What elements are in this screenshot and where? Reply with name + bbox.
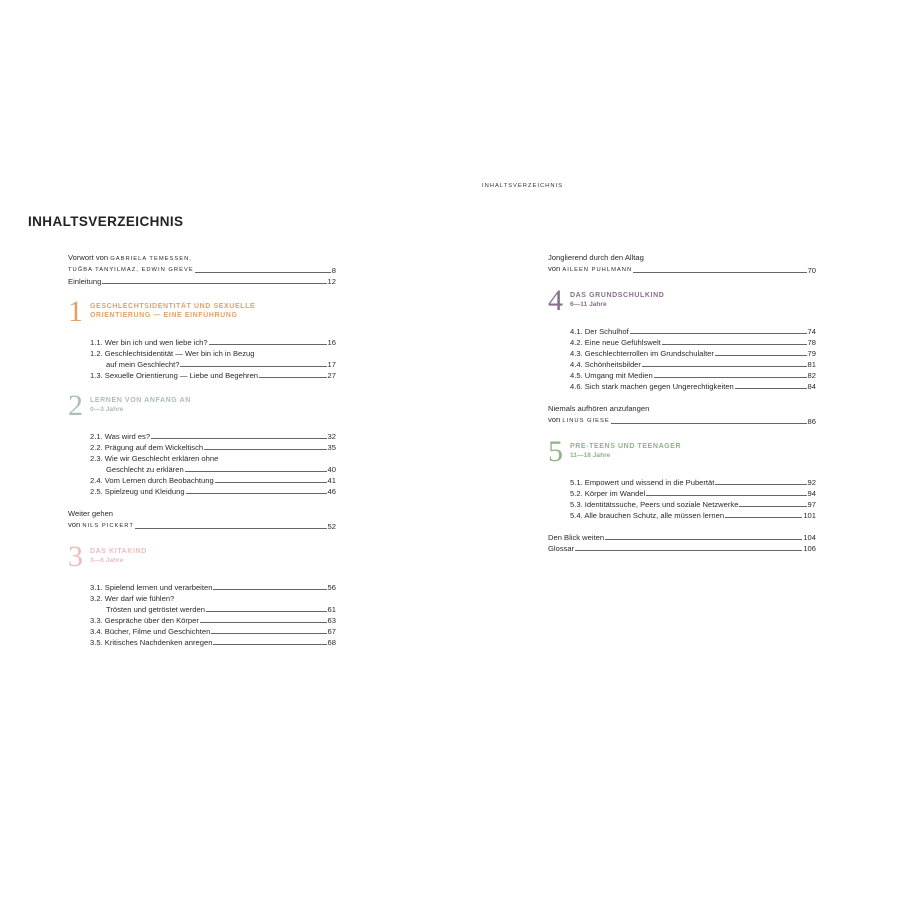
chapter-subtitle: 3—6 Jahre [90,557,124,564]
entry-label: 2.4. Vom Lernen durch Beobachtung [90,476,214,485]
chapter-title: GESCHLECHTSIDENTITÄT UND SEXUELLE [90,303,256,310]
leader-dots [206,611,327,612]
leader-dots [195,272,331,273]
entry-label: 3.5. Kritisches Nachdenken anregen [90,638,213,647]
page-number: 86 [807,417,816,426]
chapter-subtitle: 0—3 Jahre [90,406,124,413]
page-number: 17 [327,360,336,369]
leader-dots [662,344,807,345]
page-number: 56 [327,583,336,592]
chapter-number: 1 [68,295,83,328]
leader-dots [102,283,326,284]
chapter-number: 2 [68,389,83,422]
chapter-3-heading[interactable] [68,540,336,577]
entry-label: 5.4. Alle brauchen Schutz, alle müssen lernen [570,511,725,520]
leader-dots [715,484,806,485]
entry-label: 1.2. Geschlechtsidentität — Wer bin ich in Bezug [90,349,255,358]
entry-label: 3.2. Wer darf wie fühlen? [90,594,175,603]
leader-dots [715,355,807,356]
entry-label: Einleitung [68,277,102,286]
running-head: INHALTSVERZEICHNIS [482,183,564,189]
entry-label: 2.5. Spielzeug und Kleidung [90,487,185,496]
toc-entry[interactable] [548,488,816,499]
chapter-4-heading[interactable] [548,284,816,321]
vorwort-authors: GABRIELA TEMESSEN, [110,256,192,262]
page-number: 70 [807,266,816,275]
page-number: 16 [327,338,336,347]
leader-dots [200,622,327,623]
chapter-title: LERNEN VON ANFANG AN [90,397,191,404]
toc-entry[interactable] [68,453,336,464]
page-number: 97 [807,500,816,509]
leader-dots [209,344,327,345]
toc-right [548,252,816,554]
toc-entry[interactable] [548,477,816,488]
page-number: 40 [327,465,336,474]
essay-title[interactable]: Weiter gehen [68,509,114,518]
leader-dots [642,366,807,367]
page-number: 27 [327,371,336,380]
chapter-2-heading[interactable] [68,389,336,426]
chapter-number: 4 [548,284,563,317]
essay-author: LINUS GIESE [562,418,610,424]
toc-entry[interactable] [548,381,816,392]
toc-entry-essay[interactable] [548,414,816,427]
toc-entry[interactable] [68,593,336,604]
chapter-5-heading[interactable] [548,435,816,472]
leader-dots [654,377,807,378]
toc-entry-vorwort[interactable] [68,252,336,265]
leader-dots [151,438,326,439]
entry-label: 4.6. Sich stark machen gegen Ungerechtigkeiten [570,382,734,391]
chapter-title: DAS GRUNDSCHULKIND [570,292,665,299]
toc-entry[interactable] [68,475,336,486]
essay-title[interactable]: Niemals aufhören anzufangen [548,404,650,413]
essay-author: NILS PICKERT [82,523,134,529]
toc-entry[interactable] [548,370,816,381]
leader-dots [213,644,326,645]
leader-dots [135,528,327,529]
page-number: 68 [327,638,336,647]
entry-label: 2.2. Prägung auf dem Wickeltisch [90,443,204,452]
leader-dots [735,388,807,389]
essay-by: von NILS PICKERT [68,520,134,529]
leader-dots [725,517,802,518]
chapter-number: 3 [68,540,83,573]
toc-entry[interactable] [548,359,816,370]
toc-entry[interactable] [68,370,336,381]
leader-dots [575,550,802,551]
leader-dots [630,333,807,334]
toc-entry[interactable] [548,510,816,521]
toc-entry[interactable] [548,348,816,359]
entry-label: 3.1. Spielend lernen und verarbeiten [90,583,213,592]
page-number: 12 [327,277,336,286]
toc-entry-essay[interactable] [548,263,816,276]
toc-entry[interactable] [548,326,816,337]
leader-dots [211,633,326,634]
entry-label: 4.4. Schönheitsbilder [570,360,641,369]
toc-entry[interactable] [68,486,336,497]
toc-entry-cont[interactable] [68,464,336,475]
toc-entry-essay[interactable] [68,519,336,532]
toc-entry[interactable] [548,337,816,348]
page-number: 61 [327,605,336,614]
page-title: INHALTSVERZEICHNIS [28,214,184,229]
page-number: 52 [327,522,336,531]
toc-entry-glossar[interactable] [548,543,816,554]
leader-dots [180,366,326,367]
chapter-title: PRE-TEENS UND TEENAGER [570,443,682,450]
leader-dots [646,495,806,496]
page-number: 101 [803,511,816,520]
page-number: 74 [807,327,816,336]
entry-label: 4.3. Geschlechterrollen im Grundschulalter [570,349,714,358]
page-number: 79 [807,349,816,358]
entry-label: 4.5. Umgang mit Medien [570,371,653,380]
chapter-subtitle: 6—11 Jahre [570,301,607,308]
entry-label: 1.3. Sexuelle Orientierung — Liebe und Begehren [90,371,259,380]
vorwort-authors-2: TUĞBA TANYILMAZ, EDWIN GREVE [68,267,194,273]
leader-dots [185,471,327,472]
leader-dots [204,449,326,450]
toc-entry[interactable] [68,626,336,637]
page-number: 8 [331,266,336,275]
essay-author: AILEEN PUHLMANN [562,267,633,273]
essay-by: von LINUS GIESE [548,415,610,424]
chapter-1-heading[interactable] [68,295,336,332]
toc-entry[interactable] [68,637,336,648]
entry-label: 3.4. Bücher, Filme und Geschichten [90,627,211,636]
leader-dots [186,493,327,494]
vorwort-label: Vorwort von [68,253,109,262]
leader-dots [739,506,806,507]
toc-entry[interactable] [68,615,336,626]
entry-label: 2.3. Wie wir Geschlecht erklären ohne [90,454,219,463]
page-number: 67 [327,627,336,636]
toc-entry-blick[interactable] [548,532,816,543]
entry-label: 2.1. Was wird es? [90,432,151,441]
entry-label: 5.2. Körper im Wandel [570,489,646,498]
toc-entry-cont[interactable] [68,359,336,370]
toc-entry-vorwort-cont[interactable] [68,265,336,276]
toc-left [68,252,336,648]
essay-by: von AILEEN PUHLMANN [548,264,633,273]
toc-entry-cont[interactable] [68,604,336,615]
toc-entry-einleitung[interactable] [68,276,336,287]
toc-entry[interactable] [68,442,336,453]
page-number: 32 [327,432,336,441]
entry-label: 3.3. Gespräche über den Körper [90,616,199,625]
chapter-subtitle: 11—18 Jahre [570,452,611,459]
entry-label-cont: Trösten und getröstet werden [106,605,205,614]
entry-label: Den Blick weiten [548,533,605,542]
leader-dots [259,377,327,378]
toc-entry[interactable] [68,337,336,348]
page-number: 78 [807,338,816,347]
page-number: 106 [803,544,816,553]
essay-title[interactable]: Jonglierend durch den Alltag [548,253,644,262]
toc-entry[interactable] [68,348,336,359]
page-number: 94 [807,489,816,498]
leader-dots [605,539,802,540]
chapter-number: 5 [548,435,563,468]
toc-entry[interactable] [68,431,336,442]
entry-label: 1.1. Wer bin ich und wen liebe ich? [90,338,208,347]
toc-entry[interactable] [68,582,336,593]
page-number: 41 [327,476,336,485]
page-number: 63 [327,616,336,625]
page-number: 104 [803,533,816,542]
page-number: 81 [807,360,816,369]
entry-label: Glossar [548,544,575,553]
page-number: 84 [807,382,816,391]
entry-label: 4.2. Eine neue Gefühlswelt [570,338,661,347]
toc-entry[interactable] [548,499,816,510]
chapter-title: DAS KITAKIND [90,548,147,555]
entry-label-cont: auf mein Geschlecht? [106,360,180,369]
leader-dots [215,482,327,483]
page-number: 46 [327,487,336,496]
entry-label: 4.1. Der Schulhof [570,327,629,336]
entry-label: 5.3. Identitätssuche, Peers und soziale Netzwerke [570,500,739,509]
page-number: 92 [807,478,816,487]
leader-dots [633,272,806,273]
entry-label-cont: Geschlecht zu erklären [106,465,184,474]
leader-dots [611,423,807,424]
page-number: 82 [807,371,816,380]
leader-dots [213,589,326,590]
chapter-title-2: ORIENTIERUNG — EINE EINFÜHRUNG [90,312,238,319]
entry-label: 5.1. Empowert und wissend in die Pubertät [570,478,715,487]
page-number: 35 [327,443,336,452]
